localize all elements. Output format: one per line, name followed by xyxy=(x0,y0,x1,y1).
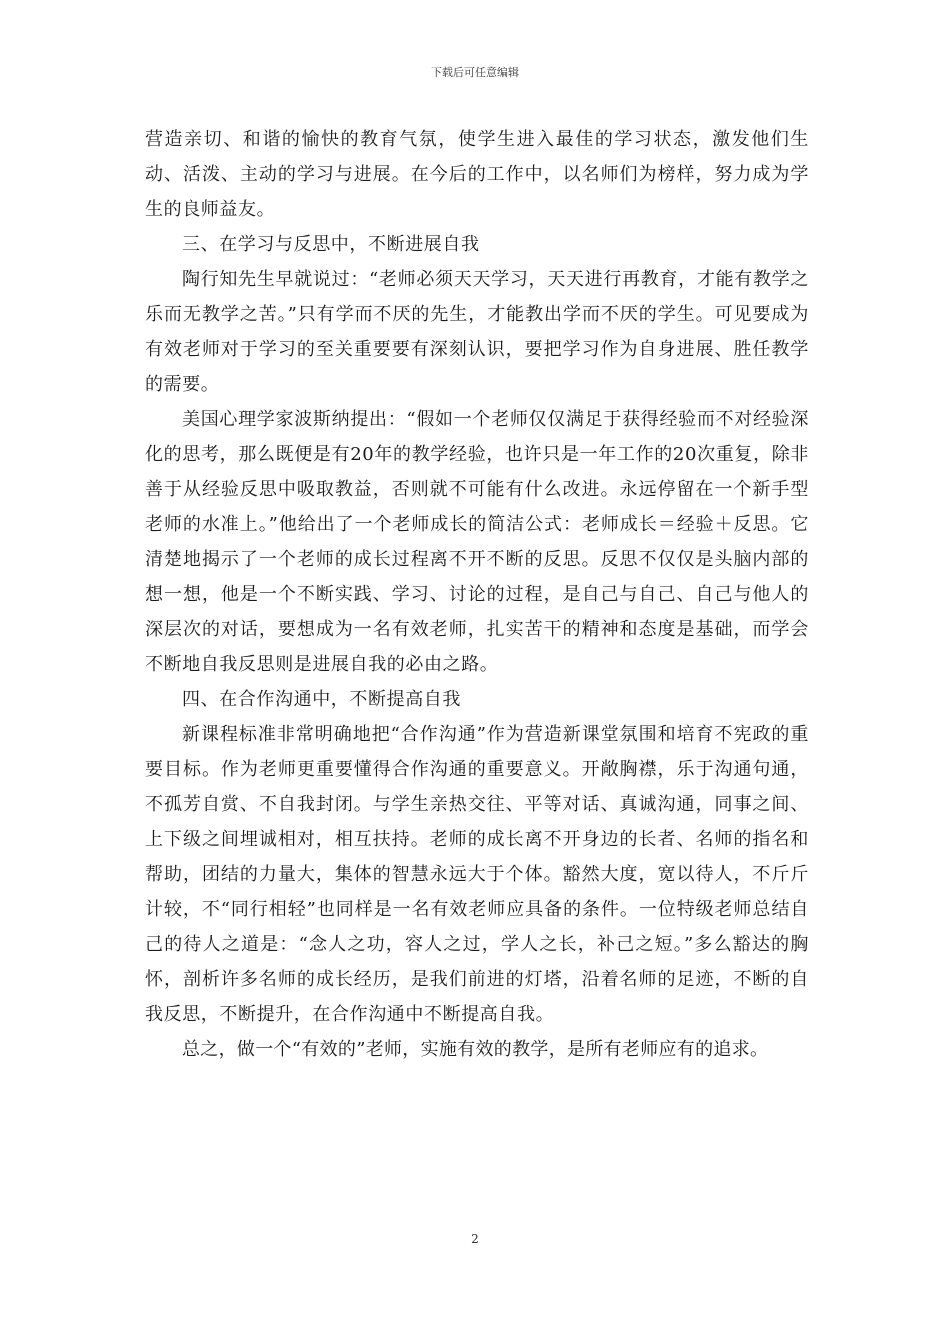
paragraph-posner: 美国心理学家波斯纳提出：“假如一个老师仅仅满足于获得经验而不对经验深化的思考，那么既便是有20年的教学经验，也许只是一年工作的20次重复，除非善于从经验反思中吸取教益，否则就不可能有什么改进。永远停留在一个新手型老师的水准上。”他给出了一个老师成长的简洁公式：老师成长＝经验＋反思。它清楚地揭示了一个老师的成长过程离不开不断的反思。反思不仅仅是头脑内部的想一想，他是一个不断实践、学习、讨论的过程，是自己与自己、自己与他人的深层次的对话，要想成为一名有效老师，扎实苦干的精神和态度是基础，而学会不断地自我反思则是进展自我的必由之路。 xyxy=(145,409,809,675)
document-body xyxy=(145,122,809,1067)
paragraph-tao-xingzhi: 陶行知先生早就说过：“老师必须天天学习，天天进行再教育，才能有教学之乐而无教学之苦。”只有学而不厌的先生，才能教出学而不厌的学生。可见要成为有效老师对于学习的至关重要要有深刻认识，要把学习作为自身进展、胜任教学的需要。 xyxy=(145,269,809,395)
section-heading-three: 三、在学习与反思中，不断进展自我 xyxy=(182,234,480,255)
page-number: 2 xyxy=(471,1232,479,1246)
section-heading-four: 四、在合作沟通中，不断提高自我 xyxy=(182,689,461,710)
page-header: 下载后可任意编辑 xyxy=(431,66,519,79)
paragraph-conclusion: 总之，做一个“有效的”老师，实施有效的教学，是所有老师应有的追求。 xyxy=(182,1039,769,1060)
paragraph-intro: 营造亲切、和谐的愉快的教育气氛，使学生进入最佳的学习状态，激发他们生动、活泼、主动的学习与进展。在今后的工作中，以名师们为榜样，努力成为学生的良师益友。 xyxy=(145,129,809,220)
paragraph-cooperation: 新课程标准非常明确地把“合作沟通”作为营造新课堂氛围和培育不宪政的重要目标。作为老师更重要懂得合作沟通的重要意义。开敞胸襟，乐于沟通句通，不孤芳自赏、不自我封闭。与学生亲热交往、平等对话、真诚沟通，同事之间、上下级之间埋诚相对，相互扶持。老师的成长离不开身边的长者、名师的指名和帮助，团结的力量大，集体的智慧永远大于个体。豁然大度，宽以待人，不斤斤计较，不“同行相轻”也同样是一名有效老师应具备的条件。一位特级老师总结自己的待人之道是：“念人之功，容人之过，学人之长，补己之短。”多么豁达的胸怀，剖析许多名师的成长经历，是我们前进的灯塔，沿着名师的足迹，不断的自我反思，不断提升，在合作沟通中不断提高自我。 xyxy=(145,724,809,1025)
